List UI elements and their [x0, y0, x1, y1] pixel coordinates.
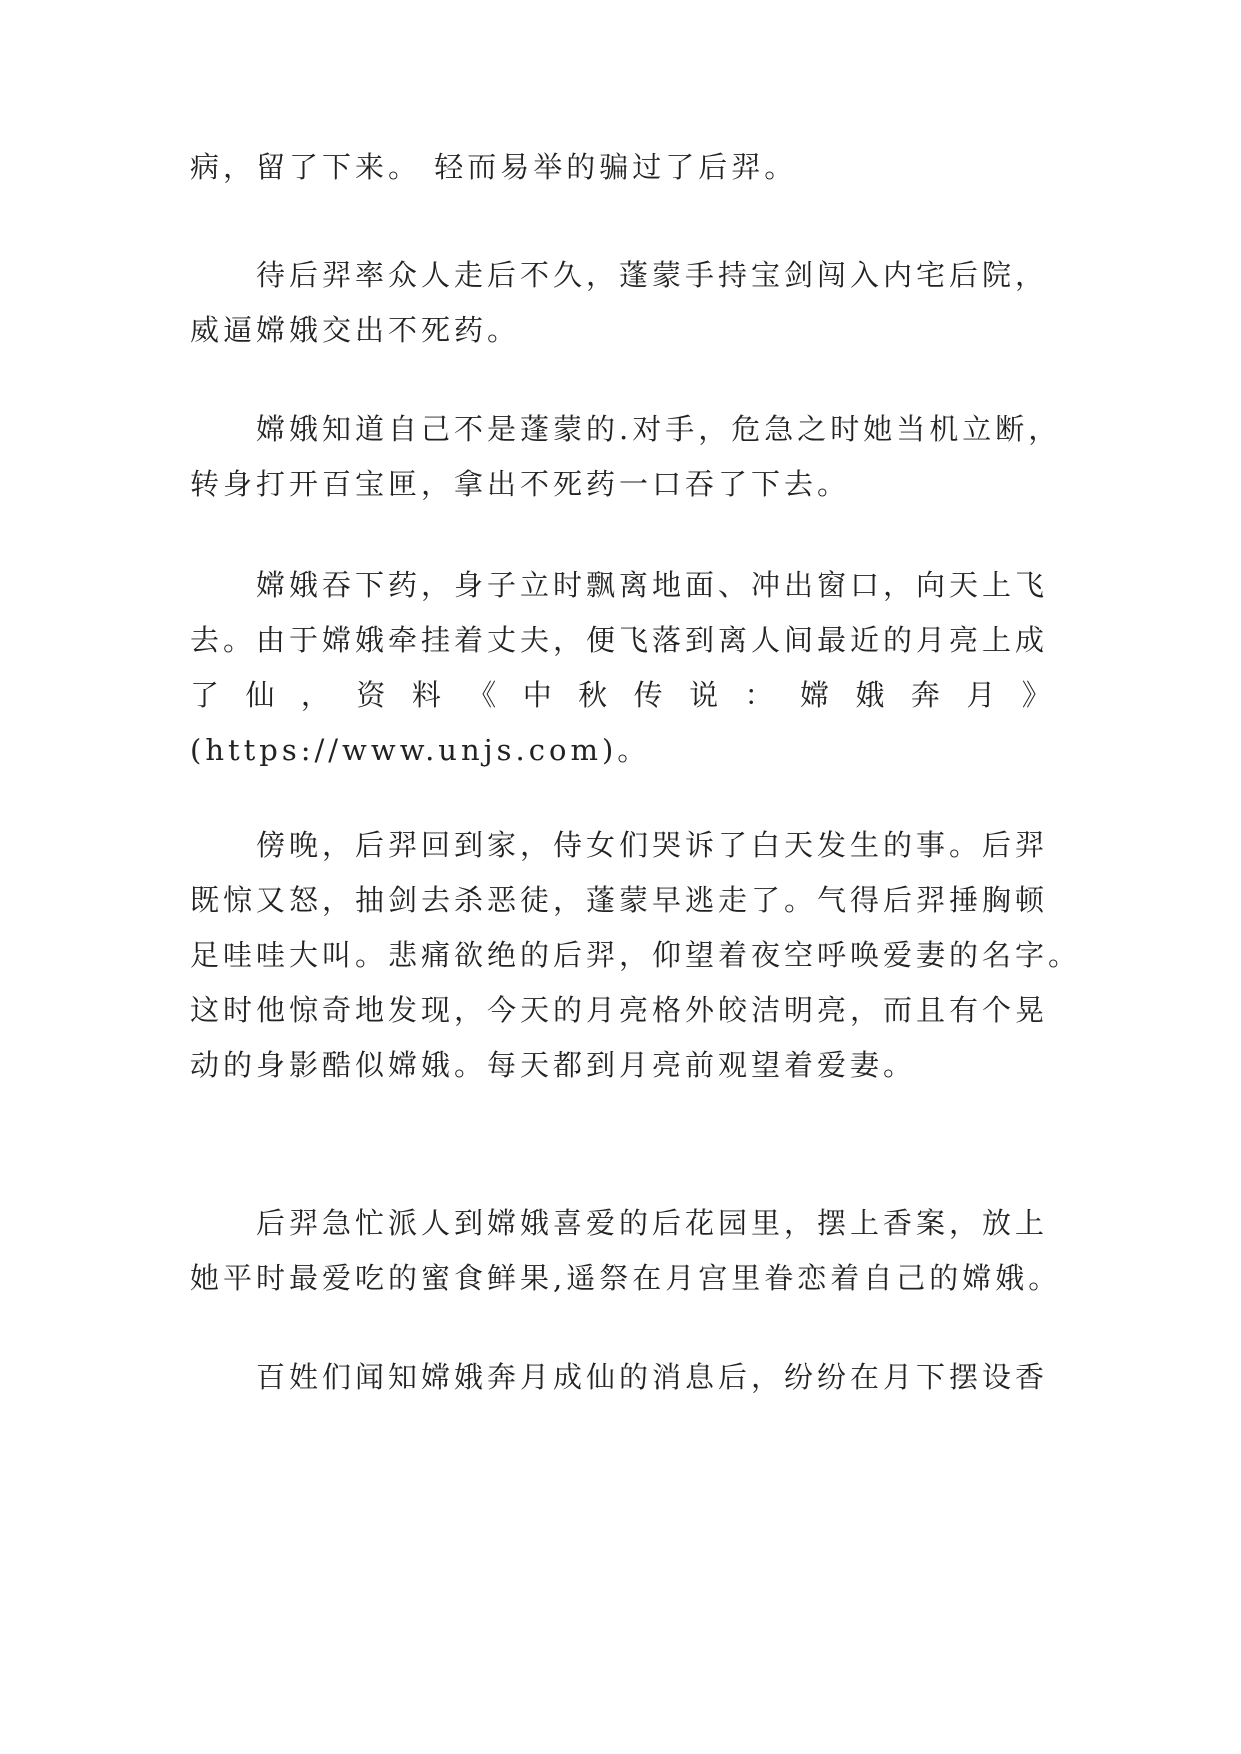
text-line: 动的身影酷似嫦娥。每天都到月亮前观望着爱妻。 [190, 1048, 917, 1082]
char: 嫦 [799, 678, 833, 712]
char: 仙 [245, 678, 279, 712]
text-line: 傍晚，后羿回到家，侍女们哭诉了白天发生的事。后羿 [256, 828, 1049, 862]
char: 《 [467, 678, 501, 712]
char: 说 [689, 678, 723, 712]
text-line: 待后羿率众人走后不久，蓬蒙手持宝剑闯入内宅后院， [256, 258, 1049, 292]
char: 料 [411, 678, 445, 712]
text-line: 这时他惊奇地发现，今天的月亮格外皎洁明亮，而且有个晃 [190, 993, 1049, 1027]
paragraph-1 [190, 140, 1055, 195]
spaced-text-line [190, 668, 1055, 723]
char: 奔 [910, 678, 944, 712]
char: ， [300, 678, 334, 712]
char: 》 [1021, 678, 1055, 712]
text-line: 转身打开百宝匣，拿出不死药一口吞了下去。 [190, 467, 851, 501]
paragraph-6 [190, 1196, 1062, 1306]
text-line: (https://www.unjs.com)。 [190, 733, 651, 767]
paragraph-2 [190, 248, 1055, 358]
char: 秋 [578, 678, 612, 712]
text-line: 她平时最爱吃的蜜食鲜果,遥祭在月宫里眷恋着自己的嫦娥。 [190, 1261, 1062, 1295]
paragraph-4 [190, 558, 1055, 778]
paragraph-7 [190, 1350, 1055, 1405]
char: ： [744, 678, 778, 712]
text-line: 威逼嫦娥交出不死药。 [190, 313, 521, 347]
text-line: 既惊又怒，抽剑去杀恶徒，蓬蒙早逃走了。气得后羿捶胸顿 [190, 883, 1049, 917]
char: 月 [966, 678, 1000, 712]
char: 娥 [855, 678, 889, 712]
char: 资 [356, 678, 390, 712]
text-line: 百姓们闻知嫦娥奔月成仙的消息后，纷纷在月下摆设香 [256, 1360, 1049, 1394]
text-line: 病，留了下来。 轻而易举的骗过了后羿。 [190, 150, 798, 184]
text-line: 去。由于嫦娥牵挂着丈夫，便飞落到离人间最近的月亮上成 [190, 623, 1049, 657]
text-line: 足哇哇大叫。悲痛欲绝的后羿，仰望着夜空呼唤爱妻的名字。 [190, 938, 1082, 972]
text-line: 嫦娥吞下药，身子立时飘离地面、冲出窗口，向天上飞 [256, 568, 1049, 602]
char: 传 [633, 678, 667, 712]
text-line: 嫦娥知道自己不是蓬蒙的.对手，危急之时她当机立断， [256, 412, 1062, 446]
char: 了 [190, 678, 224, 712]
text-line: 后羿急忙派人到嫦娥喜爱的后花园里，摆上香案，放上 [256, 1206, 1049, 1240]
paragraph-3 [190, 402, 1062, 512]
char: 中 [522, 678, 556, 712]
paragraph-5 [190, 818, 1082, 1093]
